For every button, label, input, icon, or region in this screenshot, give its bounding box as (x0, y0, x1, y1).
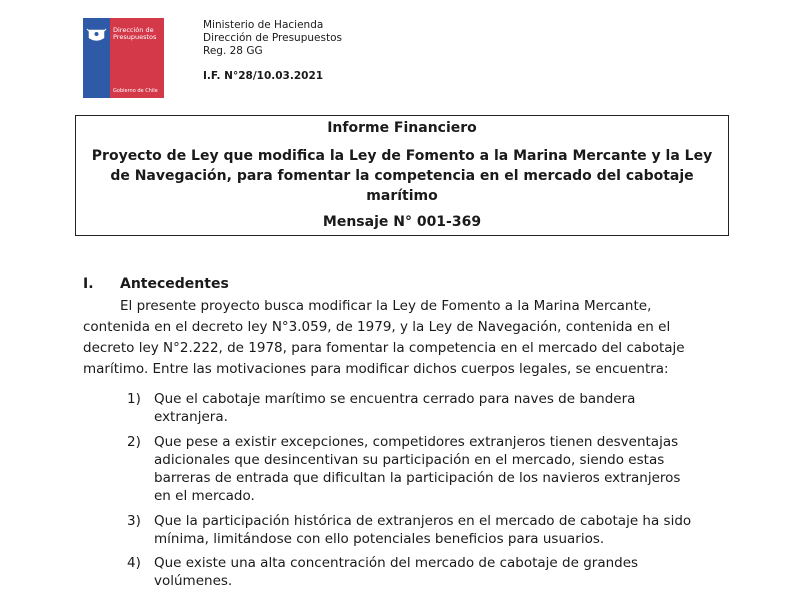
section-heading: Antecedentes (120, 276, 229, 292)
header-direction: Dirección de Presupuestos (203, 32, 342, 44)
list-item-line: adicionales que desincentivan su participación en el mercado, siendo estas (154, 452, 665, 468)
subtitle-line: Proyecto de Ley que modifica la Ley de Fomento a la Marina Mercante y la Ley (91, 148, 713, 164)
paragraph-line: decreto ley N°2.222, de 1978, para fomentar la competencia en el mercado del cabotaje (83, 340, 685, 356)
list-item-line: volúmenes. (154, 573, 233, 589)
coat-of-arms-icon (86, 26, 107, 44)
message-number: Mensaje N° 001-369 (322, 214, 482, 230)
subtitle-line: de Navegación, para fomentar la competencia en el mercado del cabotaje (110, 168, 694, 184)
list-item-number: 1) (127, 391, 141, 407)
list-item-line: extranjera. (154, 409, 228, 425)
bill-subtitle (76, 146, 728, 206)
header-registry: Reg. 28 GG (203, 45, 263, 57)
title-box (75, 115, 729, 236)
list-item-line: en el mercado. (154, 488, 255, 504)
list-item-line: Que el cabotaje marítimo se encuentra cerrado para naves de bandera (154, 391, 636, 407)
list-item-line: barreras de entrada que dificultan la participación de los navieros extranjeros (154, 470, 681, 486)
list-item-line: mínima, limitándose con ello potenciales beneficios para usuarios. (154, 531, 605, 547)
subtitle-line: marítimo (366, 188, 438, 204)
list-item-line: Que existe una alta concentración del mercado de cabotaje de grandes (154, 555, 639, 571)
logo-text-line1: Dirección de (113, 26, 154, 34)
list-item-line: Que la participación histórica de extranjeros en el mercado de cabotaje ha sido (154, 513, 692, 529)
list-item-number: 3) (127, 513, 141, 529)
intro-paragraph (83, 296, 721, 380)
list-item-line: Que pese a existir excepciones, competidores extranjeros tienen desventajas (154, 434, 679, 450)
list-item-number: 4) (127, 555, 141, 571)
ministry-logo (83, 18, 164, 98)
paragraph-line: marítimo. Entre las motivaciones para modificar dichos cuerpos legales, se encuentra: (83, 361, 669, 377)
list-item-number: 2) (127, 434, 141, 450)
header-ministry: Ministerio de Hacienda (203, 19, 324, 31)
section-number: I. (83, 276, 94, 292)
logo-text-line2: Presupuestos (113, 33, 157, 41)
logo-footer-text: Gobierno de Chile (113, 88, 158, 94)
report-title: Informe Financiero (327, 120, 477, 136)
paragraph-line: contenida en el decreto ley N°3.059, de 1979, y la Ley de Navegación, contenida en el (83, 319, 671, 335)
paragraph-line: El presente proyecto busca modificar la Ley de Fomento a la Marina Mercante, (120, 298, 652, 314)
report-reference: I.F. N°28/10.03.2021 (203, 70, 324, 82)
